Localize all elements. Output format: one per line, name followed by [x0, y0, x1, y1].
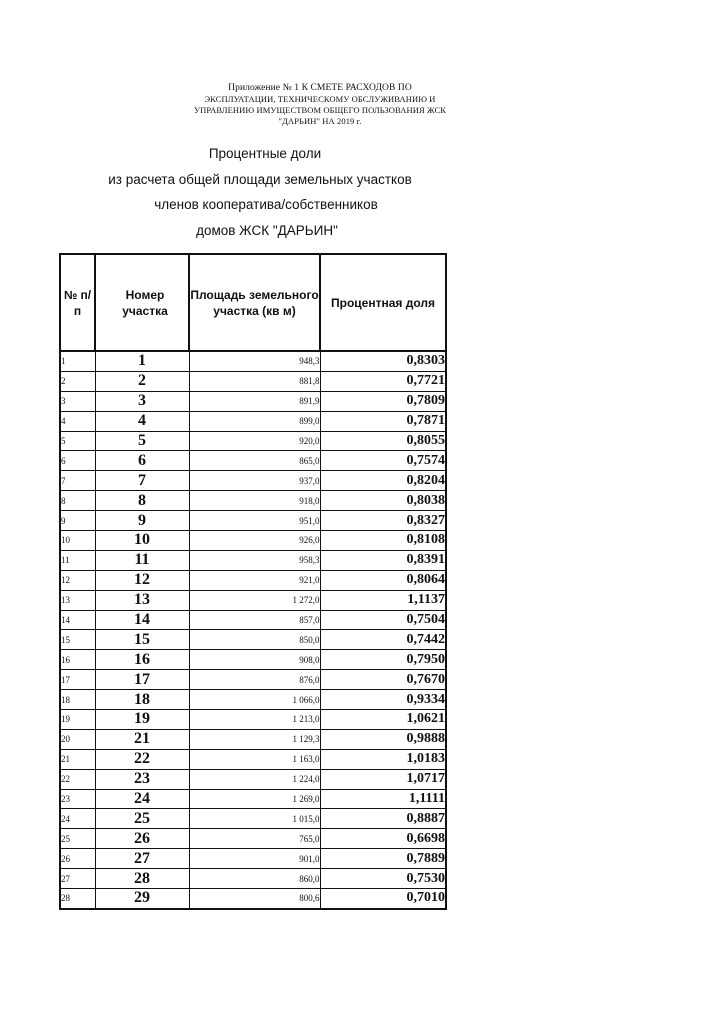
table-row — [60, 391, 446, 411]
plot-area-cell: 901,0 — [189, 849, 320, 869]
title-line-4: домов ЖСК "ДАРЬИН" — [196, 222, 338, 238]
plot-number-cell: 5 — [95, 431, 189, 451]
appendix-line-4: "ДАРЬИН" НА 2019 г. — [278, 116, 362, 126]
table-row — [60, 431, 446, 451]
document-title — [90, 144, 430, 246]
row-index-cell: 2 — [60, 371, 95, 391]
row-index-cell: 16 — [60, 650, 95, 670]
percent-share-cell: 1,0717 — [320, 769, 446, 789]
percent-share-cell: 0,7670 — [320, 670, 446, 690]
plot-number-cell: 7 — [95, 471, 189, 491]
plot-area-cell: 850,0 — [189, 630, 320, 650]
plot-number-cell: 27 — [95, 849, 189, 869]
row-index-cell: 3 — [60, 391, 95, 411]
percent-share-cell: 0,8204 — [320, 471, 446, 491]
percent-share-cell: 1,1137 — [320, 590, 446, 610]
row-index-cell: 26 — [60, 849, 95, 869]
appendix-note — [190, 83, 450, 127]
table-row — [60, 710, 446, 730]
plot-area-cell: 1 224,0 — [189, 769, 320, 789]
row-index-cell: 12 — [60, 570, 95, 590]
percent-share-cell: 0,7950 — [320, 650, 446, 670]
plot-area-cell: 1 129,3 — [189, 729, 320, 749]
table-row — [60, 531, 446, 551]
row-index-cell: 19 — [60, 710, 95, 730]
plot-number-cell: 1 — [95, 351, 189, 371]
percent-share-cell: 0,8038 — [320, 491, 446, 511]
table-row — [60, 411, 446, 431]
table-row — [60, 471, 446, 491]
table-row — [60, 809, 446, 829]
table-row — [60, 371, 446, 391]
plot-area-cell: 951,0 — [189, 511, 320, 531]
percent-share-cell: 0,7889 — [320, 849, 446, 869]
percent-share-cell: 0,8327 — [320, 511, 446, 531]
row-index-cell: 21 — [60, 749, 95, 769]
title-line-3: членов кооператива/собственников — [154, 197, 378, 212]
plot-area-cell: 876,0 — [189, 670, 320, 690]
plot-number-cell: 21 — [95, 729, 189, 749]
percent-share-cell: 0,8887 — [320, 809, 446, 829]
percent-share-cell: 0,7809 — [320, 391, 446, 411]
plot-area-cell: 865,0 — [189, 451, 320, 471]
plot-number-cell: 13 — [95, 590, 189, 610]
percent-share-cell: 0,7010 — [320, 889, 446, 909]
table-row — [60, 511, 446, 531]
plot-number-cell: 11 — [95, 550, 189, 570]
table-row — [60, 650, 446, 670]
plot-area-cell: 765,0 — [189, 829, 320, 849]
plot-number-cell: 16 — [95, 650, 189, 670]
table-row — [60, 869, 446, 889]
header-percent-share: Процентная доля — [320, 254, 446, 351]
plot-area-cell: 1 213,0 — [189, 710, 320, 730]
plot-number-cell: 2 — [95, 371, 189, 391]
table-row — [60, 550, 446, 570]
title-line-1: Процентные доли — [208, 146, 322, 161]
plot-number-cell: 29 — [95, 889, 189, 909]
row-index-cell: 10 — [60, 531, 95, 551]
plot-number-cell: 19 — [95, 710, 189, 730]
row-index-cell: 6 — [60, 451, 95, 471]
plot-area-cell: 1 269,0 — [189, 789, 320, 809]
plot-area-cell: 891,9 — [189, 391, 320, 411]
plot-area-cell: 948,3 — [189, 351, 320, 371]
plot-area-cell: 926,0 — [189, 531, 320, 551]
row-index-cell: 28 — [60, 889, 95, 909]
row-index-cell: 25 — [60, 829, 95, 849]
percent-share-cell: 0,7442 — [320, 630, 446, 650]
header-plot-area: Площадь земельного участка (кв м) — [189, 254, 320, 351]
plot-number-cell: 8 — [95, 491, 189, 511]
percent-share-cell: 0,8391 — [320, 550, 446, 570]
row-index-cell: 11 — [60, 550, 95, 570]
percent-share-cell: 0,8108 — [320, 531, 446, 551]
table-row — [60, 849, 446, 869]
plot-number-cell: 26 — [95, 829, 189, 849]
row-index-cell: 7 — [60, 471, 95, 491]
row-index-cell: 27 — [60, 869, 95, 889]
table-header-row — [60, 254, 446, 351]
plot-area-cell: 958,3 — [189, 550, 320, 570]
table-row — [60, 491, 446, 511]
plot-number-cell: 18 — [95, 690, 189, 710]
plot-number-cell: 6 — [95, 451, 189, 471]
percent-share-cell: 0,7721 — [320, 371, 446, 391]
table-body — [60, 351, 446, 909]
percent-share-cell: 1,1111 — [320, 789, 446, 809]
appendix-line-2: ЭКСПЛУАТАЦИИ, ТЕХНИЧЕСКОМУ ОБСЛУЖИВАНИЮ И — [204, 94, 436, 104]
table-row — [60, 630, 446, 650]
appendix-line-1: Приложение № 1 К СМЕТЕ РАСХОДОВ ПО — [228, 83, 412, 93]
row-index-cell: 23 — [60, 789, 95, 809]
row-index-cell: 5 — [60, 431, 95, 451]
row-index-cell: 17 — [60, 670, 95, 690]
plot-number-cell: 24 — [95, 789, 189, 809]
appendix-line-3: УПРАВЛЕНИЮ ИМУЩЕСТВОМ ОБЩЕГО ПОЛЬЗОВАНИЯ ЖСК — [193, 105, 447, 115]
plot-area-cell: 899,0 — [189, 411, 320, 431]
header-row-number: № п/п — [60, 254, 95, 351]
percent-share-cell: 1,0621 — [320, 710, 446, 730]
row-index-cell: 1 — [60, 351, 95, 371]
percent-share-cell: 1,0183 — [320, 749, 446, 769]
percent-share-cell: 0,7504 — [320, 610, 446, 630]
table-row — [60, 789, 446, 809]
percent-share-cell: 0,7871 — [320, 411, 446, 431]
table-row — [60, 570, 446, 590]
plot-area-cell: 918,0 — [189, 491, 320, 511]
plot-area-cell: 1 163,0 — [189, 749, 320, 769]
plot-area-cell: 860,0 — [189, 869, 320, 889]
table-row — [60, 610, 446, 630]
table-row — [60, 351, 446, 371]
percent-share-cell: 0,8055 — [320, 431, 446, 451]
plot-area-cell: 1 015,0 — [189, 809, 320, 829]
plot-number-cell: 14 — [95, 610, 189, 630]
percent-share-cell: 0,6698 — [320, 829, 446, 849]
header-plot-number: Номер участка — [95, 254, 189, 351]
row-index-cell: 14 — [60, 610, 95, 630]
row-index-cell: 8 — [60, 491, 95, 511]
row-index-cell: 20 — [60, 729, 95, 749]
plot-number-cell: 23 — [95, 769, 189, 789]
plot-number-cell: 9 — [95, 511, 189, 531]
plot-area-cell: 920,0 — [189, 431, 320, 451]
plot-number-cell: 17 — [95, 670, 189, 690]
table-row — [60, 729, 446, 749]
percent-share-cell: 0,9888 — [320, 729, 446, 749]
plot-area-cell: 800,6 — [189, 889, 320, 909]
row-index-cell: 9 — [60, 511, 95, 531]
plot-area-cell: 921,0 — [189, 570, 320, 590]
table-row — [60, 749, 446, 769]
percent-share-cell: 0,8064 — [320, 570, 446, 590]
plot-area-cell: 1 066,0 — [189, 690, 320, 710]
plot-area-cell: 857,0 — [189, 610, 320, 630]
shares-table — [59, 253, 447, 910]
table-row — [60, 769, 446, 789]
plot-number-cell: 3 — [95, 391, 189, 411]
plot-number-cell: 12 — [95, 570, 189, 590]
percent-share-cell: 0,7574 — [320, 451, 446, 471]
plot-number-cell: 22 — [95, 749, 189, 769]
percent-share-cell: 0,9334 — [320, 690, 446, 710]
percent-share-cell: 0,8303 — [320, 351, 446, 371]
plot-number-cell: 25 — [95, 809, 189, 829]
row-index-cell: 4 — [60, 411, 95, 431]
table-row — [60, 590, 446, 610]
title-line-2: из расчета общей площади земельных участков — [108, 171, 412, 187]
plot-area-cell: 908,0 — [189, 650, 320, 670]
table-row — [60, 690, 446, 710]
row-index-cell: 15 — [60, 630, 95, 650]
row-index-cell: 24 — [60, 809, 95, 829]
plot-number-cell: 28 — [95, 869, 189, 889]
row-index-cell: 22 — [60, 769, 95, 789]
plot-area-cell: 1 272,0 — [189, 590, 320, 610]
plot-number-cell: 10 — [95, 531, 189, 551]
table-row — [60, 829, 446, 849]
table-row — [60, 451, 446, 471]
table-row — [60, 889, 446, 909]
plot-area-cell: 937,0 — [189, 471, 320, 491]
plot-number-cell: 15 — [95, 630, 189, 650]
plot-number-cell: 4 — [95, 411, 189, 431]
row-index-cell: 13 — [60, 590, 95, 610]
plot-area-cell: 881,8 — [189, 371, 320, 391]
table-row — [60, 670, 446, 690]
percent-share-cell: 0,7530 — [320, 869, 446, 889]
row-index-cell: 18 — [60, 690, 95, 710]
